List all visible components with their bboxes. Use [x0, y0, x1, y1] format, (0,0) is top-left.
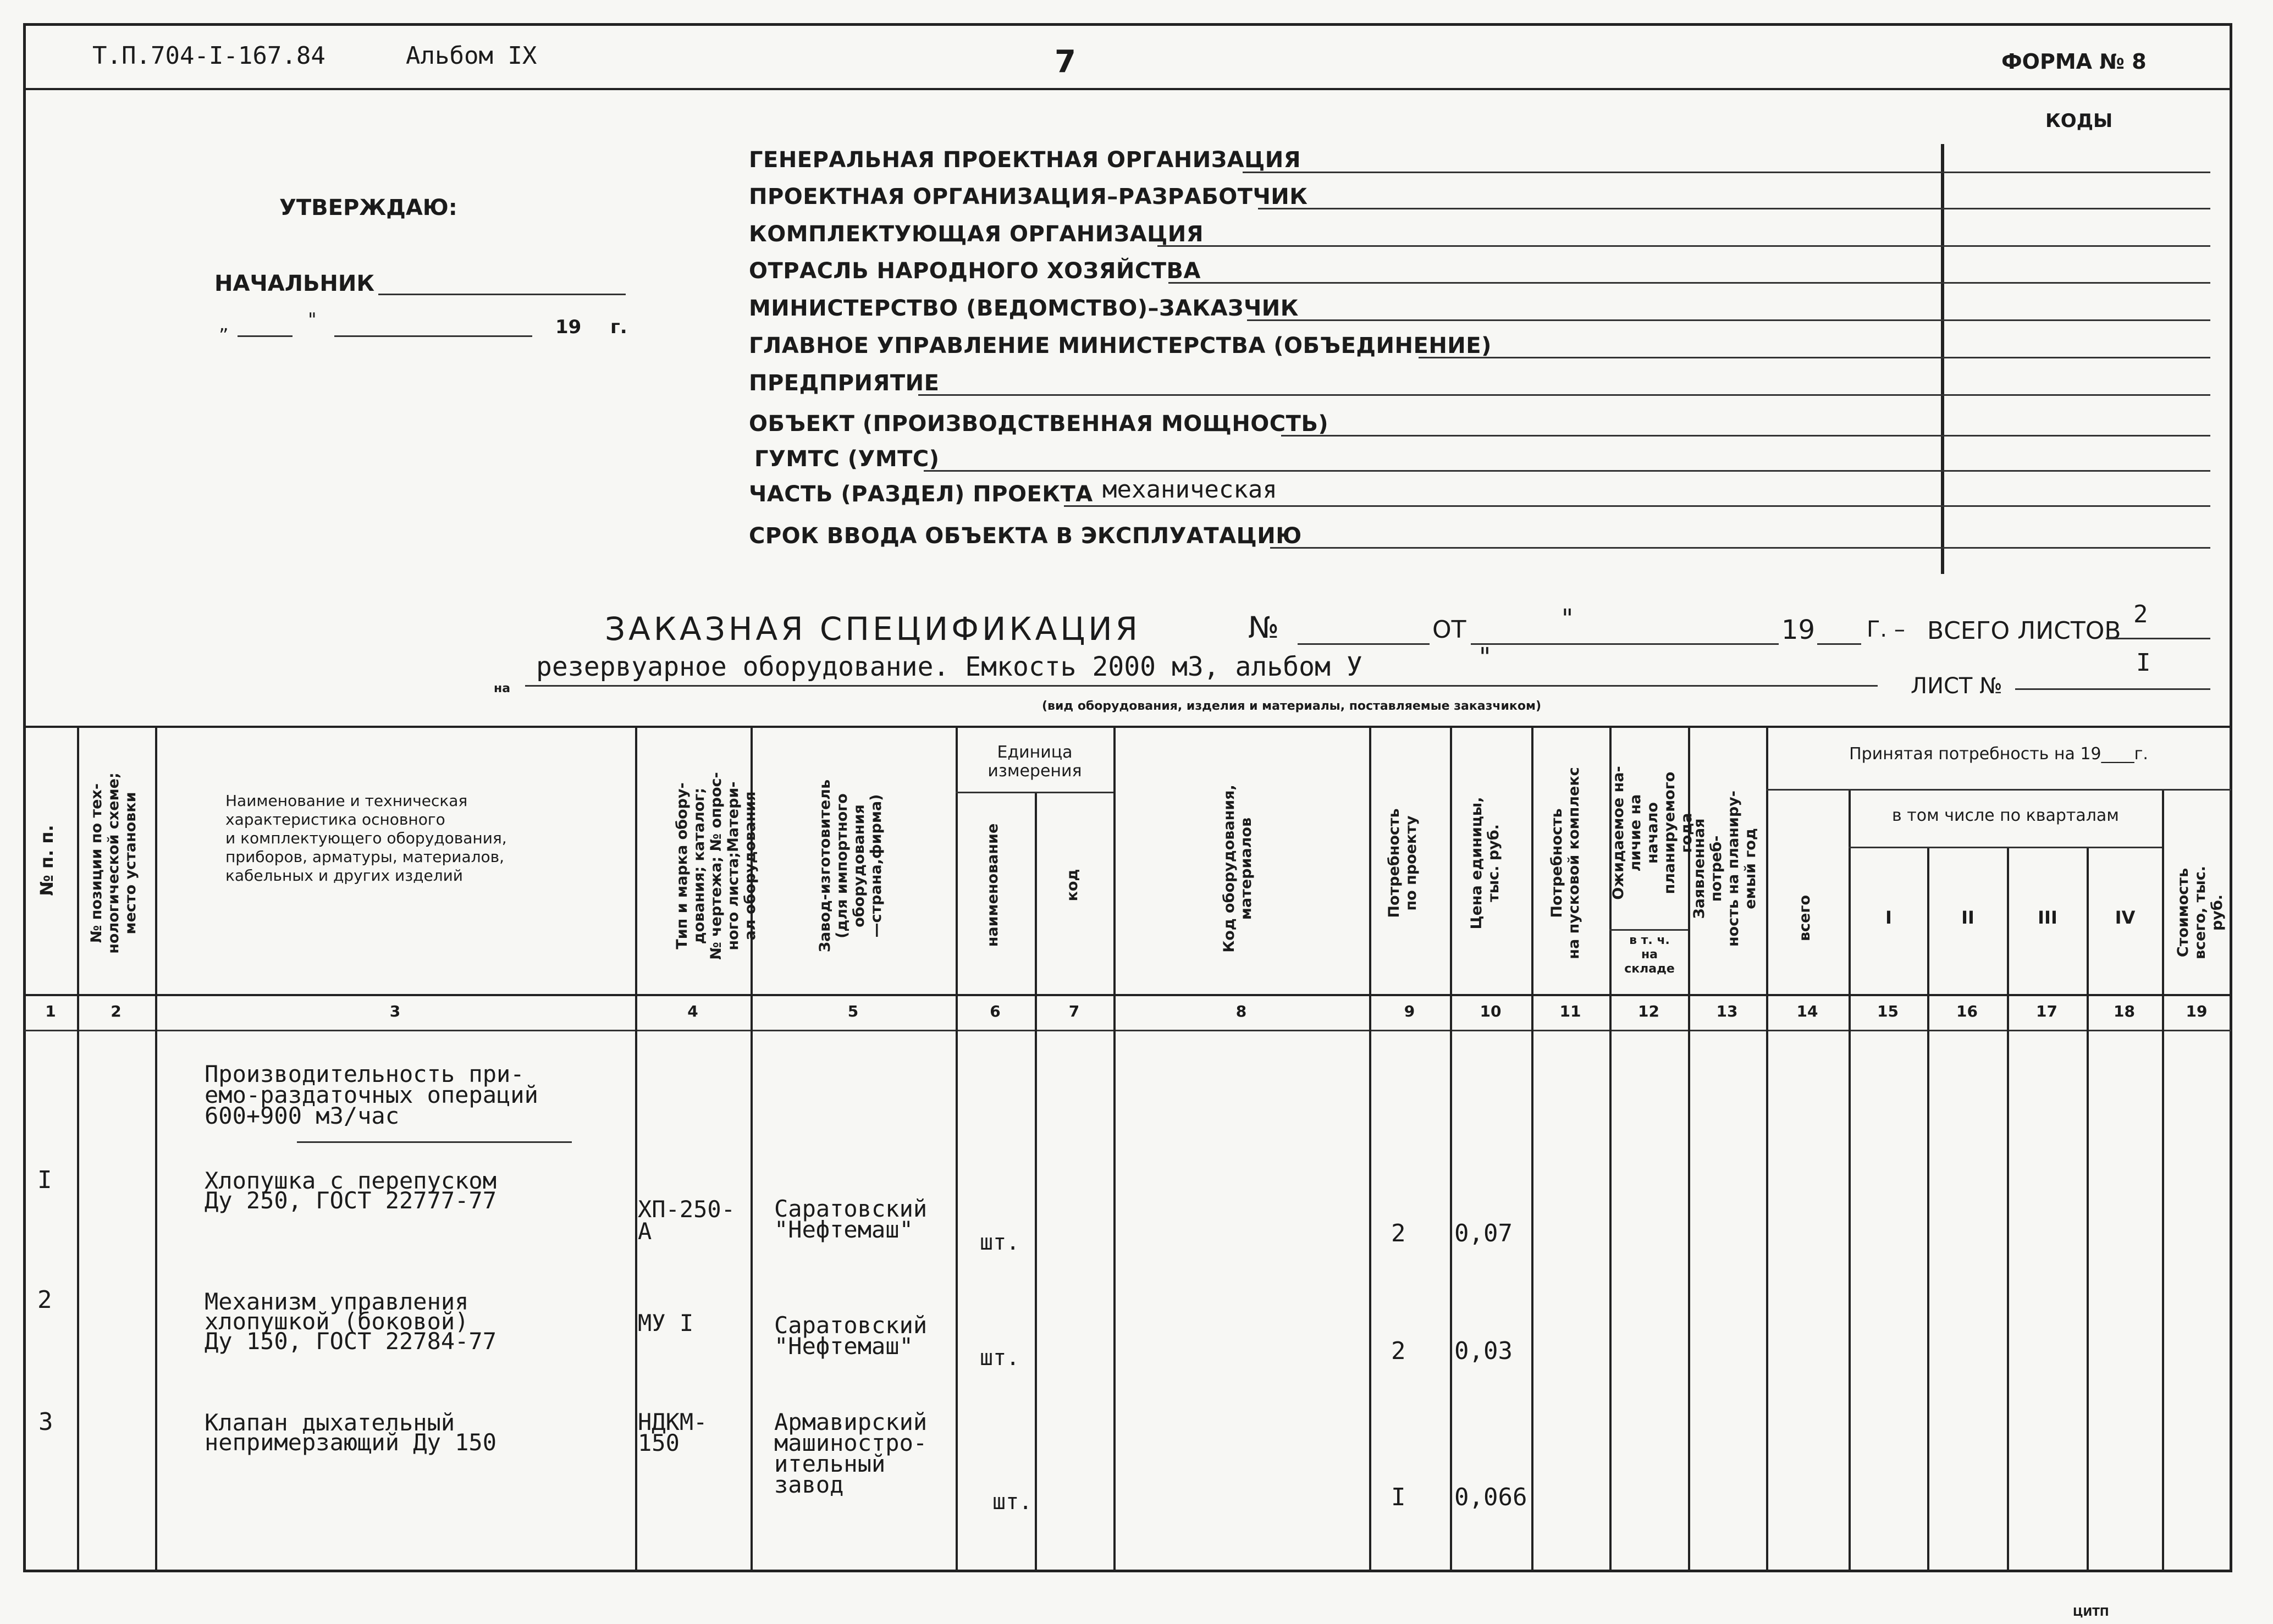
- row-1-name: Хлопушка с перепуском Ду 250, ГОСТ 22777-77: [205, 1167, 497, 1214]
- col-header-unit-group: Единица измерения: [987, 743, 1082, 781]
- row-2-unit: шт.: [980, 1345, 1020, 1371]
- spec-date-line: [1471, 643, 1779, 645]
- spec-from-label: ОТ: [1432, 616, 1466, 644]
- org-enterprise-label: ПРЕДПРИЯТИЕ: [749, 371, 940, 396]
- date-year-prefix: 19: [555, 316, 582, 338]
- form-number: ФОРМА № 8: [2001, 49, 2147, 74]
- col-header-3: Наименование и техническая характеристика основного и комплектующего оборудования, приборов, арматуры, материалов, кабельных и других изделий: [225, 792, 507, 885]
- row-3-maker: Армавирский машиностро- ительный завод: [774, 1408, 928, 1498]
- col-number-2: 2: [111, 1002, 122, 1020]
- col-header-12-sub: в т. ч. на складе: [1624, 933, 1675, 976]
- org-commissioning-line: [1270, 547, 2210, 549]
- col-line-6: [1035, 792, 1037, 1572]
- col-header-accepted: Принятая потребность на 19____г.: [1849, 744, 2148, 764]
- section-heading: Производительность при- емо-раздаточных операций 600+900 м3/час: [205, 1060, 538, 1129]
- col-line-13: [1766, 726, 1768, 1572]
- col-header-q3: III: [2038, 907, 2057, 928]
- date-day-line: [238, 335, 293, 337]
- col-header-q1: I: [1885, 907, 1892, 928]
- spec-quote-mark-2: ": [1479, 642, 1491, 672]
- org-ministry-line: [1247, 319, 2210, 321]
- col-line-16: [2007, 847, 2009, 1572]
- unit-group-divider: [956, 792, 1113, 793]
- col-header-quarters: в том числе по кварталам: [1892, 806, 2119, 825]
- col-number-18: 18: [2114, 1002, 2135, 1020]
- quarters-group-divider: [1849, 847, 2162, 848]
- row-2-price: 0,03: [1454, 1337, 1513, 1365]
- row-1-no: I: [37, 1166, 52, 1194]
- col-number-9: 9: [1404, 1002, 1415, 1020]
- spec-sheet-line: [2015, 688, 2210, 690]
- col-number-19: 19: [2186, 1002, 2208, 1020]
- col-line-1: [77, 726, 79, 1572]
- album-label: Альбом IX: [406, 42, 537, 70]
- row-1-maker: Саратовский "Нефтемаш": [774, 1195, 928, 1243]
- col-number-17: 17: [2036, 1002, 2057, 1020]
- col-number-4: 4: [687, 1002, 698, 1020]
- spec-total-sheets-line: [2106, 638, 2210, 639]
- col-line-10: [1531, 726, 1533, 1572]
- spec-quote-mark: ": [1562, 604, 1574, 633]
- table-numbers-bottom: [24, 1030, 2231, 1031]
- spec-no-label: №: [1248, 610, 1279, 645]
- col-line-14: [1849, 789, 1851, 1572]
- col-number-1: 1: [45, 1002, 56, 1020]
- col-number-12: 12: [1638, 1002, 1659, 1020]
- col-line-2: [155, 726, 157, 1572]
- col-header-q4: IV: [2115, 907, 2136, 928]
- spec-title: ЗАКАЗНАЯ СПЕЦИФИКАЦИЯ: [605, 610, 1141, 648]
- org-ministry-label: МИНИСТЕРСТВО (ВЕДОМСТВО)–ЗАКАЗЧИК: [749, 296, 1299, 321]
- org-industry-label: ОТРАСЛЬ НАРОДНОГО ХОЗЯЙСТВА: [749, 258, 1201, 284]
- col-header-13: Заявленная потреб- ность на планиру- емый год: [1691, 791, 1759, 947]
- col-line-7: [1113, 726, 1116, 1572]
- spec-total-sheets-label: ВСЕГО ЛИСТОВ: [1927, 617, 2121, 645]
- row-1-qty: 2: [1391, 1219, 1406, 1247]
- spec-no-line: [1298, 643, 1430, 645]
- col-header-14: всего: [1796, 894, 1813, 942]
- org-supplier-label: КОМПЛЕКТУЮЩАЯ ОРГАНИЗАЦИЯ: [749, 222, 1204, 247]
- col-header-19: Стоимость всего, тыс. руб.: [2175, 865, 2226, 960]
- org-directorate-label: ГЛАВНОЕ УПРАВЛЕНИЕ МИНИСТЕРСТВА (ОБЪЕДИНЕНИЕ): [749, 333, 1492, 358]
- stock-sub-divider: [1609, 929, 1688, 931]
- col-number-6: 6: [990, 1002, 1001, 1020]
- col-header-11: Потребность на пусковой комплекс: [1548, 767, 1582, 959]
- row-2-qty: 2: [1391, 1337, 1406, 1365]
- section-heading-underline: [297, 1141, 572, 1143]
- approve-label: УТВЕРЖДАЮ:: [279, 195, 457, 220]
- col-number-14: 14: [1796, 1002, 1818, 1020]
- col-line-5: [956, 726, 958, 1572]
- col-line-15: [1927, 847, 1929, 1572]
- col-header-4: Тип и марка обору- дования; каталог; № чертежа; № опрос- ного листа;Матери- ал оборудования: [674, 772, 759, 960]
- date-year-suffix: г.: [610, 316, 627, 338]
- org-enterprise-line: [918, 394, 2210, 396]
- col-number-15: 15: [1877, 1002, 1899, 1020]
- doc-code: Т.П.704-I-167.84: [92, 42, 325, 70]
- row-2-maker: Саратовский "Нефтемаш": [774, 1312, 928, 1360]
- col-number-5: 5: [847, 1002, 859, 1020]
- org-industry-line: [1168, 282, 2210, 284]
- spec-year-label: 19: [1781, 615, 1816, 645]
- org-supplier-line: [1157, 245, 2210, 247]
- row-3-type: НДКМ- 150: [638, 1408, 708, 1456]
- col-number-13: 13: [1716, 1002, 1738, 1020]
- codes-label: КОДЫ: [2045, 110, 2113, 132]
- col-number-7: 7: [1068, 1002, 1080, 1020]
- row-1-unit: шт.: [980, 1230, 1020, 1255]
- table-top-border: [24, 726, 2231, 728]
- row-2-no: 2: [37, 1286, 52, 1314]
- top-divider: [24, 88, 2231, 90]
- col-number-16: 16: [1956, 1002, 1978, 1020]
- date-open-quote: „: [219, 313, 229, 335]
- date-close-quote: ": [308, 309, 317, 331]
- row-3-unit: шт.: [992, 1489, 1033, 1515]
- col-header-5: Завод-изготовитель (для импортного оборудования —страна,фирма): [816, 779, 885, 953]
- col-line-3: [635, 726, 637, 1572]
- spec-year-line: [1817, 643, 1861, 645]
- page-number: 7: [1055, 44, 1076, 80]
- org-object-line: [1281, 435, 2210, 437]
- spec-year-suffix: Г. –: [1867, 617, 1905, 642]
- org-project-part-line: [1064, 505, 2210, 507]
- org-gumts-line: [924, 470, 2210, 472]
- chief-label: НАЧАЛЬНИК: [214, 271, 375, 296]
- row-3-qty: I: [1391, 1483, 1406, 1511]
- row-1-price: 0,07: [1454, 1219, 1513, 1247]
- org-developer-label: ПРОЕКТНАЯ ОРГАНИЗАЦИЯ–РАЗРАБОТЧИК: [749, 184, 1308, 209]
- row-3-no: 3: [38, 1408, 53, 1436]
- spec-note: (вид оборудования, изделия и материалы, поставляемые заказчиком): [1042, 699, 1541, 713]
- col-header-9: Потребность по проекту: [1386, 808, 1420, 918]
- col-line-8: [1369, 726, 1371, 1572]
- col-header-2: № позиции по тех- нологической схеме; место установки: [88, 772, 139, 954]
- spec-on-label: на: [494, 682, 511, 695]
- col-line-17: [2087, 847, 2089, 1572]
- col-header-10: Цена единицы, тыс. руб.: [1468, 797, 1502, 930]
- spec-sheet-label: ЛИСТ №: [1911, 673, 2002, 699]
- table-header-bottom: [24, 994, 2231, 996]
- chief-signature-line: [378, 294, 626, 295]
- row-3-name: Клапан дыхательный непримерзающий Ду 150: [205, 1409, 497, 1456]
- org-commissioning-label: СРОК ВВОДА ОБЪЕКТА В ЭКСПЛУАТАЦИЮ: [749, 523, 1302, 549]
- org-project-part-label: ЧАСТЬ (РАЗДЕЛ) ПРОЕКТА: [749, 482, 1093, 507]
- col-header-7: код: [1064, 869, 1081, 902]
- spec-total-sheets: 2: [2133, 600, 2148, 628]
- org-developer-line: [1258, 208, 2210, 209]
- row-2-name: Механизм управления хлопушкой (боковой) Ду 150, ГОСТ 22784-77: [205, 1288, 497, 1355]
- row-2-type: МУ I: [638, 1310, 694, 1336]
- org-project-part-value: механическая: [1102, 476, 1277, 504]
- row-1-type: ХП-250- А: [638, 1196, 736, 1245]
- col-number-11: 11: [1559, 1002, 1581, 1020]
- org-gumts-label: ГУМТС (УМТС): [754, 446, 940, 472]
- org-general-line: [1243, 172, 2210, 173]
- col-line-18: [2162, 789, 2164, 1572]
- col-number-3: 3: [389, 1002, 401, 1020]
- org-object-label: ОБЪЕКТ (ПРОИЗВОДСТВЕННАЯ МОЩНОСТЬ): [749, 411, 1329, 437]
- footer-mark: ЦИТП: [2073, 1605, 2109, 1619]
- date-month-line: [334, 335, 532, 337]
- col-header-1: № п. п.: [36, 825, 57, 896]
- spec-equipment-line: [525, 685, 1878, 687]
- col-number-10: 10: [1480, 1002, 1502, 1020]
- row-3-price: 0,066: [1454, 1483, 1527, 1511]
- spec-sheet-no: I: [2136, 649, 2151, 677]
- col-header-q2: II: [1961, 907, 1974, 928]
- col-line-9: [1450, 726, 1452, 1572]
- col-header-6: наименование: [984, 823, 1001, 947]
- accepted-group-divider: [1766, 789, 2231, 791]
- col-number-8: 8: [1235, 1002, 1247, 1020]
- org-general-label: ГЕНЕРАЛЬНАЯ ПРОЕКТНАЯ ОРГАНИЗАЦИЯ: [749, 147, 1301, 173]
- org-directorate-line: [1419, 357, 2210, 358]
- spec-equipment: резервуарное оборудование. Емкость 2000 м3, альбом У: [536, 651, 1362, 682]
- col-header-12: Ожидаемое на- личие на начало планируемого года: [1610, 766, 1695, 900]
- col-header-8: Код оборудования, материалов: [1221, 785, 1255, 953]
